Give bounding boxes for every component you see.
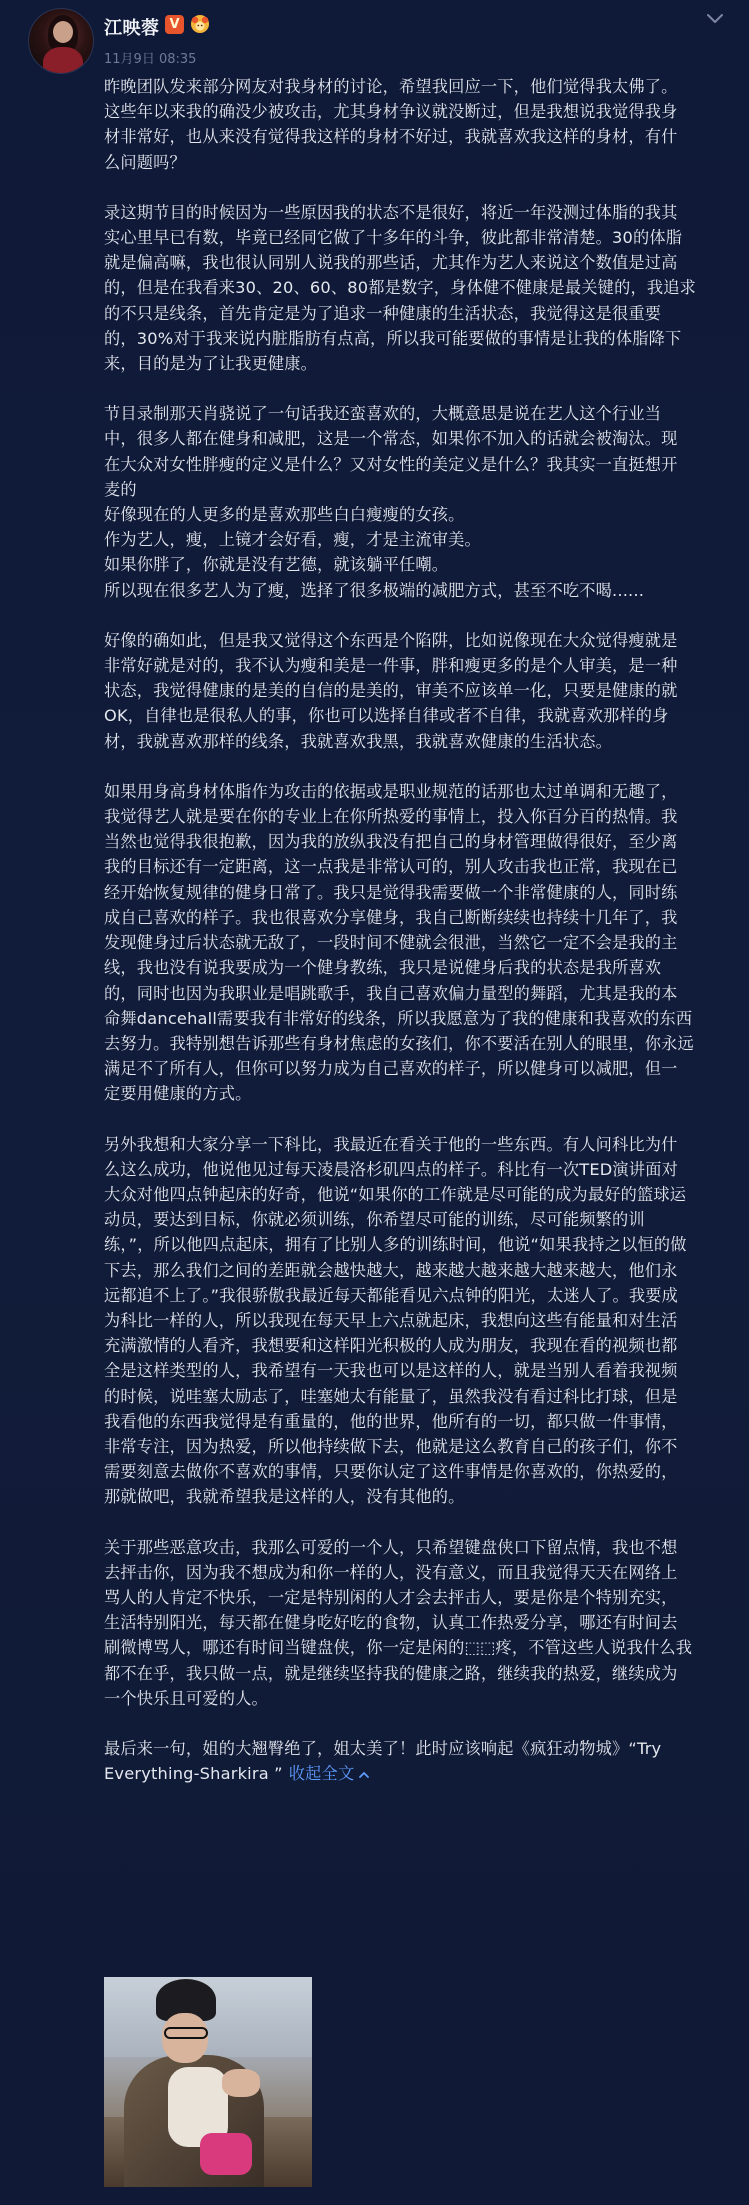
post-text-line: 定要用健康的方式。 [104,1084,252,1104]
post-text-line: 材非常好，也从来没有觉得我这样的身材不好过，我就喜欢我这样的身材，有什 [104,127,678,147]
post-text-line: 我的目标还有一定距离，这一点我是非常认可的，别人攻击我也正常，我现在已 [104,857,678,877]
collapse-text-label: 收起全文 [288,1764,355,1784]
post-text-line: 动员，要达到目标，你就必须训练，你希望尽可能的训练，尽可能频繁的训 [104,1210,645,1230]
post-text-last-line [104,1761,704,1786]
post-text-line: 录这期节目的时候因为一些原因我的状态不是很好，将近一年没测过体脂的我其 [104,202,678,222]
paragraph-gap [104,754,704,779]
post-text-line: OK，自律也是很私人的事，你也可以选择自律或者不自律，我就喜欢那样的身 [104,706,669,726]
post-header [0,0,749,80]
post-text-line: 都不在乎，我只做一点，就是继续坚持我的健康之路，继续我的热爱，继续成为 [104,1663,678,1683]
post-text-line: 非常好就是对的，我不认为瘦和美是一件事，胖和瘦更多的是个人审美，是一种 [104,656,678,676]
post-text-line: 刷微博骂人，哪还有时间当键盘侠，你一定是闲的⬚⬚疼，不管这些人说我什么我 [104,1638,693,1658]
post-text-line: 非常专注，因为热爱，所以他持续做下去，他就是这么教育自己的孩子们，你不 [104,1436,678,1456]
paragraph-gap [104,603,704,628]
post-text-line: 满足不了所有人，但你可以努力成为自己喜欢的样子，所以健身可以减肥，但一 [104,1059,678,1079]
paragraph-gap [104,1711,704,1736]
avatar-face [53,21,73,43]
post-text-line: 远都追不上了。”我很骄傲我最近每天都能看见六点钟的阳光，太迷人了。我要成 [104,1285,679,1305]
post-text-line: 骂人的人肯定不快乐，一定是特别闲的人才会去抨击人，要是你是个特别充实， [104,1587,678,1607]
photo-hands [222,2069,260,2097]
post-photo[interactable] [104,1977,312,2187]
post-text-line: 的，但是在我看来30、20、60、80都是数字，身体健不健康是最关键的，我追求 [104,278,697,298]
post-text-line: 如果你胖了，你就是没有艺德，就该躺平任嘲。 [104,555,449,575]
post-text-line: 材，我就喜欢那样的线条，我就喜欢我黑，我就喜欢健康的生活状态。 [104,731,613,751]
post-text-line: 经开始恢复规律的健身日常了。我只是觉得我需要做一个非常健康的人，同时练 [104,882,678,902]
post-text-line: 大众对他四点钟起床的好奇，他说“如果你的工作就是尽可能的成为最好的篮球运 [104,1184,687,1204]
post-text-line: 的不只是线条，首先肯定是为了追求一种健康的生活状态，我觉得这是很重要 [104,303,662,323]
post-text-line: 发现健身过后状态就无敌了，一段时间不健就会很泄，当然它一定不会是我的主 [104,933,678,953]
post-text-line: 另外我想和大家分享一下科比，我最近在看关于他的一些东西。有人问科比为什 [104,1134,678,1154]
post-body [104,74,704,1786]
post-text-line: 节目录制那天肖骁说了一句话我还蛮喜欢的，大概意思是说在艺人这个行业当 [104,404,662,424]
post-text-line: 线，我也没有说我要成为一个健身教练，我只是说健身后我的状态是我所喜欢 [104,958,662,978]
post-text-line: 实心里早已有数，毕竟已经同它做了十多年的斗争，彼此都非常清楚。30的体脂 [104,228,683,248]
post-timestamp: 11月9日 08:35 [104,52,197,67]
paragraph-gap [104,376,704,401]
post-text-line: 昨晚团队发来部分网友对我身材的讨论，希望我回应一下，他们觉得我太佛了。 [104,77,678,96]
post-text-line: 为科比一样的人，所以我现在每天早上六点就起床，我想向这些有能量和对生活 [104,1310,678,1330]
post-text-line: 当然也觉得我很抱歉，因为我的放纵我没有把自己的身材管理做得很好，至少离 [104,832,678,852]
post-text-line: 充满激情的人看齐，我想要和这样阳光积极的人成为朋友，我现在看的视频也都 [104,1336,678,1356]
paragraph-gap [104,1510,704,1535]
post-text-line: 成自己喜欢的样子。我也很喜欢分享健身，我自己断断续续也持续十几年了，我 [104,907,678,927]
verified-badge-icon: V [165,15,184,34]
post-text-line: 去努力。我特别想告诉那些有身材焦虑的女孩们，你不要活在别人的眼里，你永远 [104,1033,694,1053]
fan-badge-icon [189,13,211,35]
post-text-line: 最后来一句，姐的大翘臀绝了，姐太美了！此时应该响起《疯狂动物城》“Try [104,1738,662,1758]
post-text-line: 生活特别阳光，每天都在健身吃好吃的食物，认真工作热爱分享，哪还有时间去 [104,1613,678,1633]
post-text-line: 命舞dancehall需要我有非常好的线条，所以我愿意为了我的健康和我喜欢的东西 [104,1008,693,1028]
post-text-line: 关于那些恶意攻击，我那么可爱的一个人，只希望键盘侠口下留点情，我也不想 [104,1537,678,1557]
post-text-line: 好像的确如此，但是我又觉得这个东西是个陷阱，比如说像现在大众觉得瘦就是 [104,630,678,650]
post-text-line: 麦的 [104,479,137,499]
post-text-line: 的，30%对于我来说内脏脂肪有点高，所以我可能要做的事情是让我的体脂降下 [104,328,682,348]
chevron-down-icon[interactable] [703,6,727,30]
post-text-line: 状态，我觉得健康的是美的自信的是美的，审美不应该单一化，只要是健康的就 [104,681,678,701]
user-avatar[interactable] [28,8,94,74]
collapse-text-link[interactable] [289,1764,371,1783]
post-text-line: 下去，那么我们之间的差距就会越快越大，越来越大越来越大越来越大，他们永 [104,1260,678,1280]
post-text-line: 我觉得艺人就是要在你的专业上在你所热爱的事情上，投入你百分百的热情。我 [104,807,678,827]
post-text-line: 的时候，说哇塞太励志了，哇塞她太有能量了，虽然我没有看过科比打球，但是 [104,1386,678,1406]
post-text-line: 这些年以来我的确没少被攻击，尤其身材争议就没断过，但是我想说我觉得我身 [104,102,678,122]
post-text-line: 练，”，所以他四点起床，拥有了比别人多的训练时间，他说“如果我持之以恒的做 [104,1235,687,1255]
photo-glasses [164,2027,208,2039]
post-text-line: 来，目的是为了让我更健康。 [104,354,318,374]
post-text-line: 中，很多人都在健身和减肥，这是一个常态，如果你不加入的话就会被淘汰。现 [104,429,678,449]
avatar-body [43,47,83,74]
post-text-line: 一个快乐且可爱的人。 [104,1688,268,1708]
post-text-line: 好像现在的人更多的是喜欢那些白白瘦瘦的女孩。 [104,505,465,525]
post-text-line: 需要刻意去做你不喜欢的事情，只要你认定了这件事情是你喜欢的，你热爱的， [104,1462,678,1482]
paragraph-gap [104,1107,704,1132]
post-text-line: 就是偏高嘛，我也很认同别人说我的那些话，尤其作为艺人来说这个数值是过高 [104,253,678,273]
post-text-line: 么这么成功，他说他见过每天凌晨洛杉矶四点的样子。科比有一次TED演讲面对 [104,1159,678,1179]
post-text-line: 去抨击你，因为我不想成为和你一样的人，没有意义，而且我觉得天天在网络上 [104,1562,678,1582]
post-text-line: 那就做吧，我就希望我是这样的人，没有其他的。 [104,1487,465,1507]
chevron-up-icon [358,1769,370,1781]
post-text-line: Everything-Sharkira ” [104,1764,283,1784]
post-text-line: 在大众对女性胖瘦的定义是什么？又对女性的美定义是什么？我其实一直挺想开 [104,454,678,474]
paragraph-gap [104,175,704,200]
post-text-line: 我看他的东西我觉得是有重量的，他的世界，他所有的一切，都只做一件事情， [104,1411,678,1431]
photo-bag [200,2133,252,2175]
post-text-line: 么问题吗？ [104,152,186,172]
post-text-line: 如果用身高身材体脂作为攻击的依据或是职业规范的话那也太过单调和无趣了， [104,781,678,801]
username[interactable]: 江映蓉 [104,18,160,39]
post-text-line: 全是这样类型的人，我希望有一天我也可以是这样的人，就是当别人看着我视频 [104,1361,678,1381]
post-text-line: 作为艺人，瘦，上镜才会好看，瘦，才是主流审美。 [104,530,481,550]
post-text-line: 所以现在很多艺人为了瘦，选择了很多极端的减肥方式，甚至不吃不喝...... [104,580,645,600]
post-text-line: 的，同时也因为我职业是唱跳歌手，我自己喜欢偏力量型的舞蹈，尤其是我的本 [104,983,678,1003]
